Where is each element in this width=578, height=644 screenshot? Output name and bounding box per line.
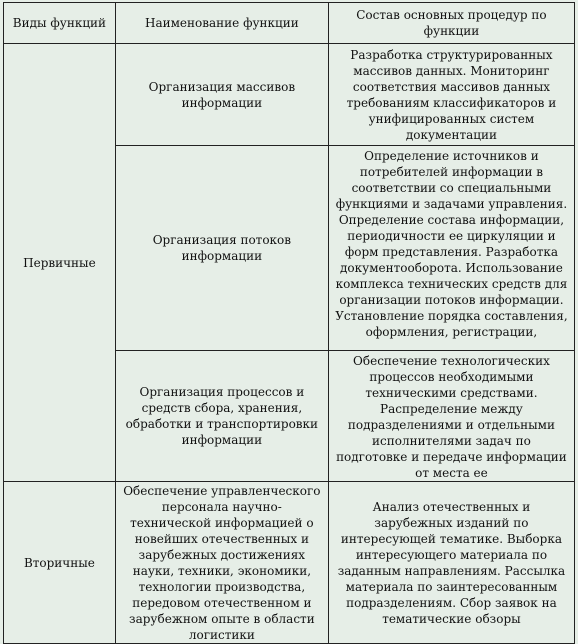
function-procedures: Разработка структурированных массивов данных. Мониторинг соответствия массивов данных требованиям классификаторов и унифицированных систем документации bbox=[328, 44, 574, 146]
function-name: Обеспечение управленческого персонала научно-технической информацией о новейших отечественных и зарубежных достижениях науки, техники, экономики, технологии производства, передовом отечественном и зарубежном опыте в области логистики bbox=[115, 482, 328, 644]
function-procedures: Определение источников и потребителей информации в соответствии со специальными функциями и задачами управления. Определение состава информации, периодичности ее циркуляции и форм представления. Разработка документооборота. Использование комплекса технических средств для организации потоков информации. Установление порядка составления, оформления, регистрации, bbox=[328, 146, 574, 351]
function-name: Организация массивов информации bbox=[115, 44, 328, 146]
function-name: Организация процессов и средств сбора, хранения, обработки и транспортировки информации bbox=[115, 351, 328, 482]
table-row bbox=[4, 482, 575, 644]
function-name: Организация потоков информации bbox=[115, 146, 328, 351]
function-procedures: Обеспечение технологических процессов необходимыми техническими средствами. Распределение между подразделениями и отдельными исполнителями задач по подготовке и передаче информации от места ее bbox=[328, 351, 574, 482]
function-type-secondary: Вторичные bbox=[4, 482, 116, 644]
header-function-name: Наименование функции bbox=[115, 3, 328, 44]
header-procedures: Состав основных процедур по функции bbox=[328, 3, 574, 44]
function-type-primary: Первичные bbox=[4, 44, 116, 482]
function-procedures: Анализ отечественных и зарубежных изданий по интересующей тематике. Выборка интересующего материала по заданным направлениям. Рассылка материала по заинтересованным подразделениям. Сбор заявок на тематические обзоры bbox=[328, 482, 574, 644]
table-row bbox=[4, 44, 575, 146]
header-function-types: Виды функций bbox=[4, 3, 116, 44]
functions-table bbox=[3, 2, 575, 644]
header-row bbox=[4, 3, 575, 44]
